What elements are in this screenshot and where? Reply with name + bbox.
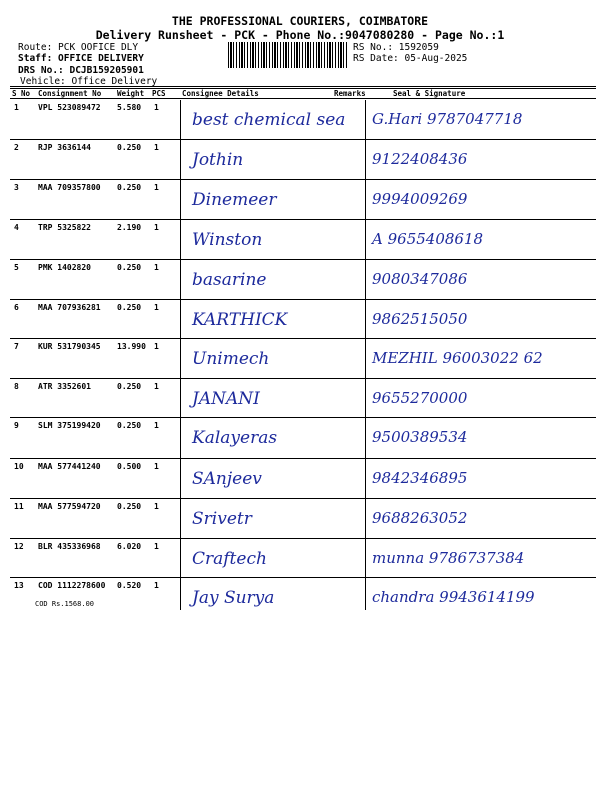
row-divider <box>10 219 596 220</box>
col-pcs-header: PCS <box>152 89 166 98</box>
sno-cell: 11 <box>14 502 24 511</box>
row-divider <box>10 417 596 418</box>
pcs-cell: 1 <box>154 143 159 152</box>
consignment-cell: COD 1112278600 <box>38 581 106 590</box>
consignment-cell: ATR 3352601 <box>38 382 91 391</box>
row-divider <box>10 538 596 539</box>
row-divider <box>10 179 596 180</box>
consignment-cell: MAA 577594720 <box>38 502 101 511</box>
rs-date: RS Date: 05-Aug-2025 <box>353 53 468 64</box>
column-divider <box>180 100 181 610</box>
header-divider <box>10 98 596 99</box>
signature-handwriting: 9500389534 <box>372 428 468 446</box>
sno-cell: 3 <box>14 183 19 192</box>
pcs-cell: 1 <box>154 183 159 192</box>
signature-handwriting: 9862515050 <box>372 310 468 328</box>
pcs-cell: 1 <box>154 462 159 471</box>
consignment-cell: VPL 523089472 <box>38 103 101 112</box>
sno-cell: 12 <box>14 542 24 551</box>
weight-cell: 0.250 <box>117 303 142 312</box>
signature-handwriting: 9080347086 <box>372 270 468 288</box>
consignment-cell: MAA 577441240 <box>38 462 101 471</box>
weight-cell: 0.250 <box>117 382 142 391</box>
sno-cell: 13 <box>14 581 24 590</box>
weight-cell: 0.250 <box>117 143 142 152</box>
row-divider <box>10 259 596 260</box>
sno-cell: 8 <box>14 382 19 391</box>
route-label: Route: PCK OOFICE DLY <box>18 42 139 53</box>
consignee-handwriting: JANANI <box>192 389 260 409</box>
col-sno-header: S No <box>12 89 31 98</box>
vehicle-label: Vehicle: Office Delivery <box>20 76 158 87</box>
consignment-cell: KUR 531790345 <box>38 342 101 351</box>
consignee-handwriting: Craftech <box>192 549 267 569</box>
col-consignee-header: Consignee Details <box>182 89 259 98</box>
sno-cell: 7 <box>14 342 19 351</box>
row-divider <box>10 458 596 459</box>
pcs-cell: 1 <box>154 581 159 590</box>
consignment-cell: PMK 1402820 <box>38 263 91 272</box>
barcode <box>228 42 348 68</box>
pcs-cell: 1 <box>154 342 159 351</box>
pcs-cell: 1 <box>154 502 159 511</box>
col-weight-header: Weight <box>117 89 145 98</box>
column-divider <box>365 100 366 610</box>
consignment-cell: MAA 709357800 <box>38 183 101 192</box>
consignee-handwriting: Srivetr <box>192 509 252 529</box>
signature-handwriting: 9122408436 <box>372 150 468 168</box>
col-signature-header: Seal & Signature <box>393 89 466 98</box>
consignee-handwriting: SAnjeev <box>192 469 262 489</box>
pcs-cell: 1 <box>154 303 159 312</box>
signature-handwriting: chandra 9943614199 <box>372 588 535 606</box>
runsheet-title: Delivery Runsheet - PCK - Phone No.:9047080280 - Page No.:1 <box>95 28 505 42</box>
sno-cell: 9 <box>14 421 19 430</box>
sno-cell: 2 <box>14 143 19 152</box>
sno-cell: 4 <box>14 223 19 232</box>
weight-cell: 0.250 <box>117 421 142 430</box>
col-remarks-header: Remarks <box>334 89 366 98</box>
consignee-handwriting: Dinemeer <box>192 190 277 210</box>
signature-handwriting: A 9655408618 <box>372 230 484 248</box>
drs-label: DRS No.: DCJB159205901 <box>18 65 144 76</box>
sno-cell: 6 <box>14 303 19 312</box>
row-divider <box>10 299 596 300</box>
row-divider <box>10 139 596 140</box>
signature-handwriting: G.Hari 9787047718 <box>372 110 523 128</box>
consignee-handwriting: Kalayeras <box>192 428 278 448</box>
consignment-cell: BLR 435336968 <box>38 542 101 551</box>
signature-handwriting: 9842346895 <box>372 469 468 487</box>
consignment-cell: TRP 5325822 <box>38 223 91 232</box>
pcs-cell: 1 <box>154 382 159 391</box>
pcs-cell: 1 <box>154 103 159 112</box>
signature-handwriting: munna 9786737384 <box>372 549 525 567</box>
consignment-cell: SLM 375199420 <box>38 421 101 430</box>
weight-cell: 6.020 <box>117 542 142 551</box>
signature-handwriting: 9655270000 <box>372 389 468 407</box>
weight-cell: 0.250 <box>117 183 142 192</box>
signature-handwriting: 9994009269 <box>372 190 468 208</box>
sno-cell: 5 <box>14 263 19 272</box>
weight-cell: 0.500 <box>117 462 142 471</box>
pcs-cell: 1 <box>154 542 159 551</box>
signature-handwriting: MEZHIL 96003022 62 <box>372 349 543 367</box>
weight-cell: 0.520 <box>117 581 142 590</box>
weight-cell: 0.250 <box>117 502 142 511</box>
weight-cell: 13.990 <box>117 342 146 351</box>
weight-cell: 0.250 <box>117 263 142 272</box>
weight-cell: 5.580 <box>117 103 142 112</box>
sno-cell: 1 <box>14 103 19 112</box>
col-consignment-header: Consignment No <box>38 89 102 98</box>
rs-number: RS No.: 1592059 <box>353 42 439 53</box>
pcs-cell: 1 <box>154 263 159 272</box>
pcs-cell: 1 <box>154 421 159 430</box>
consignee-handwriting: Winston <box>192 230 263 250</box>
pcs-cell: 1 <box>154 223 159 232</box>
consignee-handwriting: Jothin <box>192 150 244 170</box>
staff-label: Staff: OFFICE DELIVERY <box>18 53 144 64</box>
row-divider <box>10 338 596 339</box>
row-divider <box>10 577 596 578</box>
row-divider <box>10 378 596 379</box>
consignee-handwriting: best chemical sea <box>192 110 346 130</box>
company-title: THE PROFESSIONAL COURIERS, COIMBATORE <box>171 14 429 28</box>
signature-handwriting: 9688263052 <box>372 509 468 527</box>
consignment-cell: MAA 707936281 <box>38 303 101 312</box>
weight-cell: 2.190 <box>117 223 142 232</box>
consignee-handwriting: basarine <box>192 270 267 290</box>
cod-amount: COD Rs.1568.00 <box>35 600 95 608</box>
consignee-handwriting: KARTHICK <box>192 310 288 330</box>
row-divider <box>10 498 596 499</box>
consignment-cell: RJP 3636144 <box>38 143 91 152</box>
consignee-handwriting: Jay Surya <box>192 588 275 608</box>
consignee-handwriting: Unimech <box>192 349 270 369</box>
sno-cell: 10 <box>14 462 24 471</box>
